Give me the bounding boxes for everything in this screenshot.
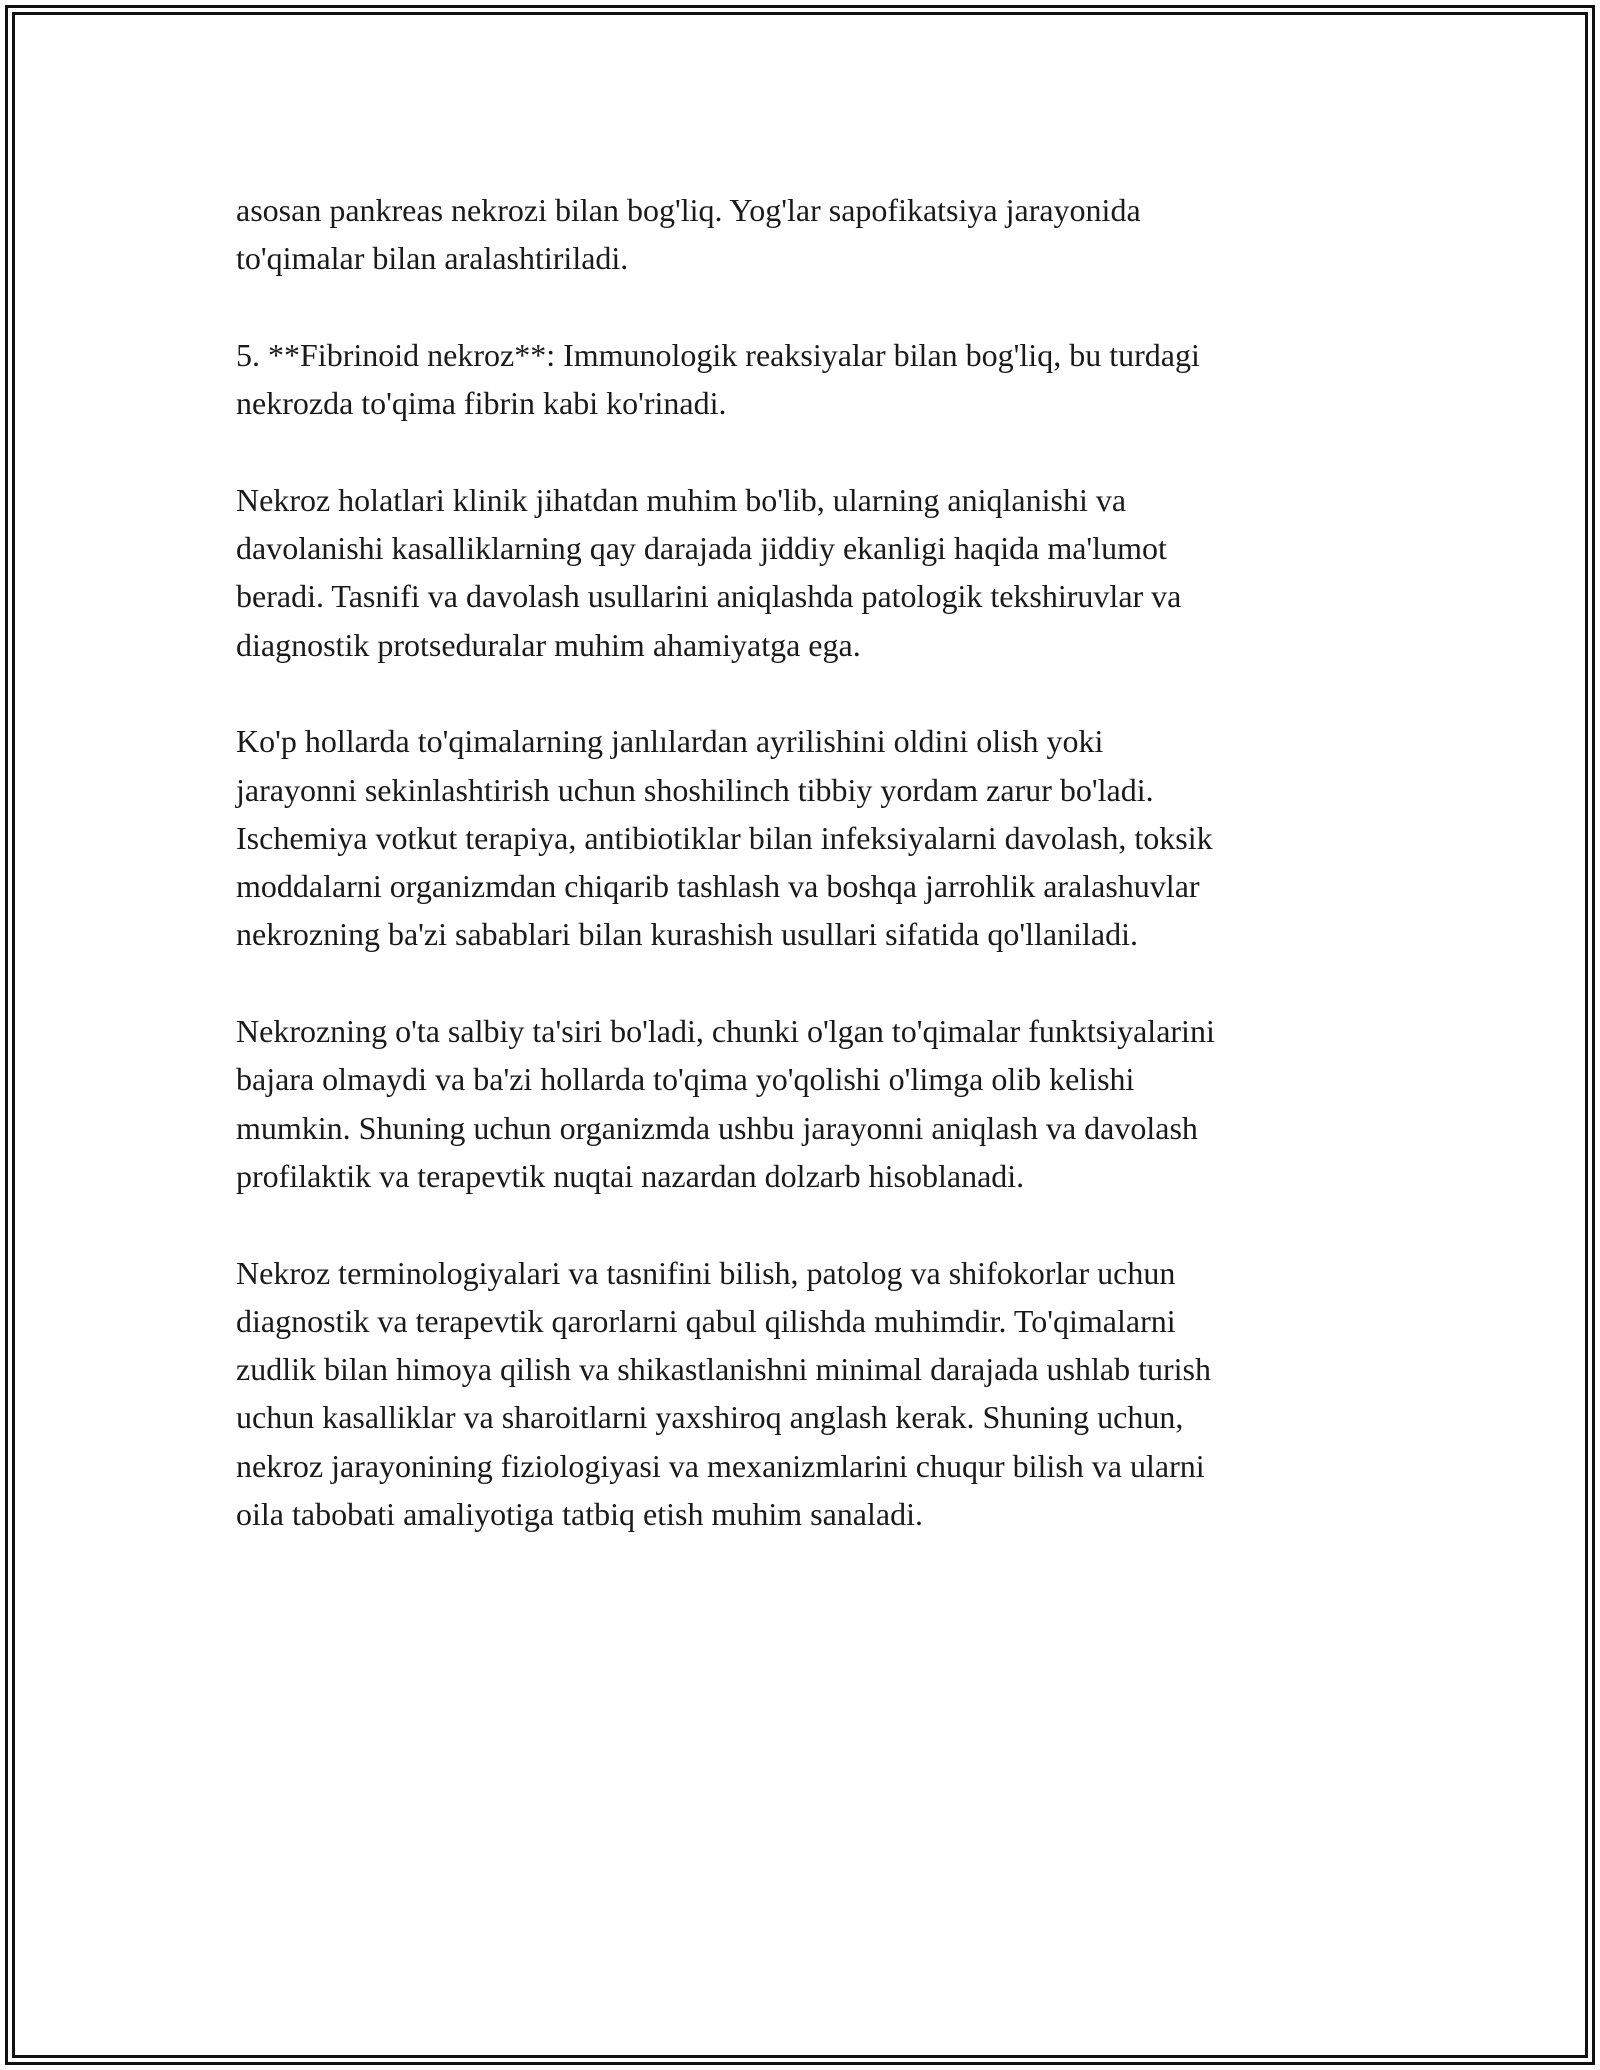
- paragraph-fibrinoid-necrosis: 5. **Fibrinoid nekroz**: Immunologik reaksiyalar bilan bog'liq, bu turdagi nekrozda to'qima fibrin kabi ko'rinadi.: [236, 336, 1200, 422]
- paragraph-clinical-importance: Nekroz holatlari klinik jihatdan muhim bo'lib, ularning aniqlanishi va davolanishi kasalliklarning qay darajada jiddiy ekanligi haqida ma'lumot beradi. Tasnifi va davolash usullarini aniqlashda patologik tekshiruvlar va diagnostik protseduralar muhim ahamiyatga ega.: [236, 481, 1182, 663]
- paragraph-fat-necrosis-continued: asosan pankreas nekrozi bilan bog'liq. Yog'lar sapofikatsiya jarayonida to'qimalar bilan aralashtiriladi.: [236, 192, 1141, 277]
- paragraph-consequences: Nekrozning o'ta salbiy ta'siri bo'ladi, chunki o'lgan to'qimalar funktsiyalarini bajara olmaydi va ba'zi hollarda to'qima yo'qolishi o'limga olib kelishi mumkin. Shuning uchun organizmda ushbu jarayonni aniqlash va davolash profilaktik va terapevtik nuqtai nazardan dolzarb hisoblanadi.: [236, 1013, 1215, 1194]
- paragraph-terminology: Nekroz terminologiyalari va tasnifini bilish, patolog va shifokorlar uchun diagnostik va terapevtik qarorlarni qabul qilishda muhimdir. To'qimalarni zudlik bilan himoya qilish va shikastlanishni minimal darajada ushlab turish uchun kasalliklar va sharoitlarni yaxshiroq anglash kerak. Shuning uchun, nekroz jarayonining fiziologiyasi va mexanizmlarini chuqur bilish va ularni oila tabobati amaliyotiga tatbiq etish muhim sanaladi.: [236, 1254, 1211, 1533]
- document-body: [236, 186, 1376, 1587]
- paragraph-treatment: Ko'p hollarda to'qimalarning janlılardan ayrilishini oldini olish yoki jarayonni sekinlashtirish uchun shoshilinch tibbiy yordam zarur bo'ladi. Ischemiya votkut terapiya, antibiotiklar bilan infeksiyalarni davolash, toksik moddalarni organizmdan chiqarib tashlash va boshqa jarrohlik aralashuvlar nekrozning ba'zi sabablari bilan kurashish usullari sifatida qo'llaniladi.: [236, 723, 1213, 953]
